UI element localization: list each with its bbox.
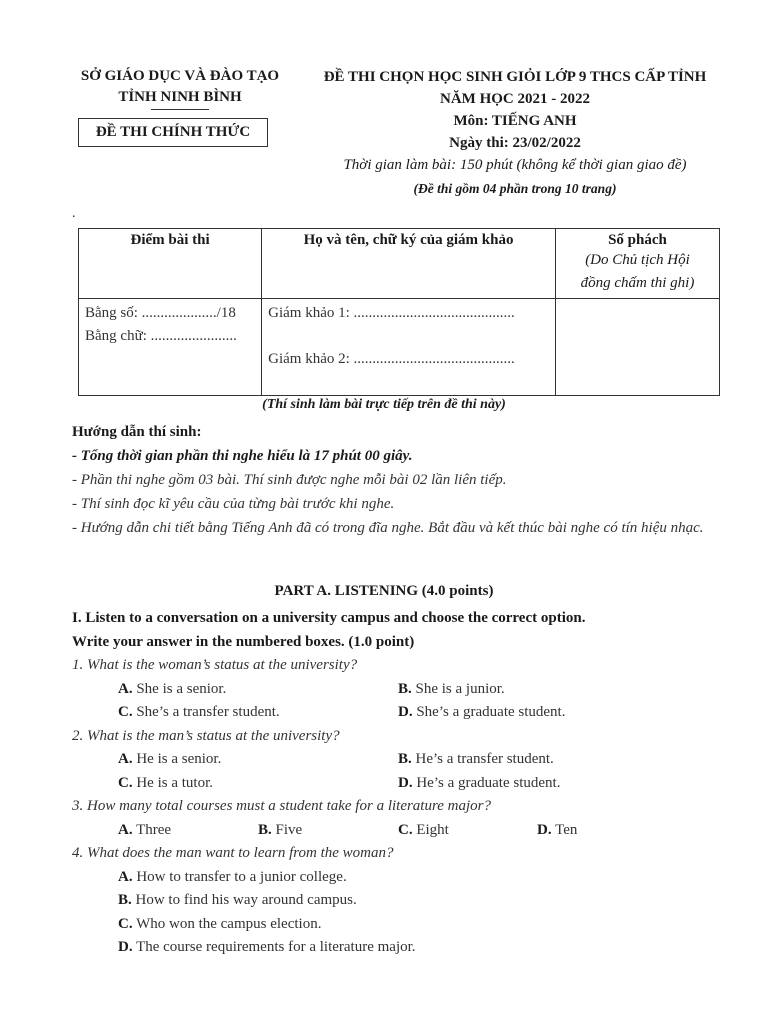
option-d: D. The course requirements for a literature major. (118, 939, 416, 955)
question-text: 1. What is the woman’s status at the university? (72, 657, 358, 673)
pages-note: (Đề thi gồm 04 phần trong 10 trang) (413, 181, 617, 196)
exam-title: ĐỀ THI CHỌN HỌC SINH GIỎI LỚP 9 THCS CẤP TỈNH (323, 69, 707, 85)
col-examiner-header: Họ và tên, chữ ký của giám khảo (262, 229, 556, 299)
section-line-1: I. Listen to a conversation on a university campus and choose the correct option. (72, 610, 586, 626)
part-title: PART A. LISTENING (4.0 points) (274, 583, 494, 599)
option-b: B. Five (258, 821, 303, 838)
province-name: TỈNH NINH BÌNH (118, 89, 242, 105)
option-a: A. He is a senior. (118, 751, 222, 767)
option-row (72, 772, 722, 796)
score-cell (79, 299, 262, 396)
code-cell (555, 299, 719, 396)
option-a: A. Three (118, 821, 172, 838)
option-c: C. She’s a transfer student. (118, 704, 280, 720)
option-row (72, 936, 722, 960)
official-exam-label: ĐỀ THI CHÍNH THỨC (78, 118, 268, 147)
exam-date: Ngày thi: 23/02/2022 (449, 135, 581, 151)
option-c: C. He is a tutor. (118, 774, 213, 791)
question-3 (72, 795, 722, 842)
header-underline (151, 109, 209, 110)
section-instructions (72, 606, 722, 654)
guide-title: Hướng dẫn thí sinh: (72, 424, 202, 440)
examiner1-field: Giám khảo 1: ........................................... (268, 305, 515, 321)
question-text: 2. What is the man’s status at the university? (72, 727, 340, 744)
question-text: 4. What does the man want to learn from the woman? (72, 845, 394, 861)
option-row (72, 819, 722, 843)
col-code-header: Số phách (Do Chủ tịch Hội đồng chấm thi ghi) (555, 229, 719, 299)
exam-duration: Thời gian làm bài: 150 phút (không kể thời gian giao đề) (343, 157, 687, 173)
score-number-field: Bằng số: ..................../18 (85, 305, 236, 321)
guide-line-1: - Tổng thời gian phần thi nghe hiểu là 17 phút 00 giây. (72, 448, 413, 464)
option-row (72, 748, 722, 772)
option-d: D. Ten (537, 821, 578, 838)
question-text: 3. How many total courses must a student take for a literature major? (72, 798, 492, 814)
option-b: B. He’s a transfer student. (398, 751, 554, 767)
option-c: C. Who won the campus election. (118, 915, 322, 932)
option-d: D. She’s a graduate student. (398, 704, 566, 720)
exam-header (300, 66, 730, 200)
score-table-header-row (79, 229, 720, 299)
examiner-cell (262, 299, 556, 396)
option-d: D. He’s a graduate student. (398, 774, 561, 791)
guide-line-2: - Phần thi nghe gồm 03 bài. Thí sinh được nghe mỗi bài 02 lần liên tiếp. (72, 472, 507, 488)
candidate-guide (72, 420, 722, 540)
department-header (60, 66, 300, 110)
question-2 (72, 725, 722, 796)
guide-line-4: - Hướng dẫn chi tiết bằng Tiếng Anh đã có trong đĩa nghe. Bắt đầu và kết thúc bài nghe có tín hiệu nhạc. (72, 520, 704, 536)
question-list (72, 654, 722, 960)
school-year: NĂM HỌC 2021 - 2022 (440, 91, 590, 107)
col-score-header: Điểm bài thi (79, 229, 262, 299)
section-line-2: Write your answer in the numbered boxes. (1.0 point) (72, 634, 415, 650)
department-name: SỞ GIÁO DỤC VÀ ĐÀO TẠO (80, 68, 280, 84)
question-1 (72, 654, 722, 725)
option-row (72, 889, 722, 913)
examiner2-field: Giám khảo 2: ........................................... (268, 351, 515, 367)
option-b: B. How to find his way around campus. (118, 892, 357, 908)
score-table-body-row (79, 299, 720, 396)
subject: Môn: TIẾNG ANH (453, 113, 577, 129)
option-a: A. How to transfer to a junior college. (118, 868, 347, 885)
option-row (72, 913, 722, 937)
option-row (72, 678, 722, 702)
stray-dot: . (72, 206, 76, 221)
option-row (72, 866, 722, 890)
option-row (72, 701, 722, 725)
question-4 (72, 842, 722, 960)
option-b: B. She is a junior. (398, 680, 505, 697)
option-a: A. She is a senior. (118, 680, 227, 697)
option-c: C. Eight (398, 821, 449, 838)
direct-answer-note: (Thí sinh làm bài trực tiếp trên đề thi này) (262, 397, 506, 412)
guide-line-3: - Thí sinh đọc kĩ yêu cầu của từng bài trước khi nghe. (72, 496, 395, 512)
score-words-field: Bằng chữ: ....................... (85, 328, 237, 344)
score-table (78, 228, 720, 396)
